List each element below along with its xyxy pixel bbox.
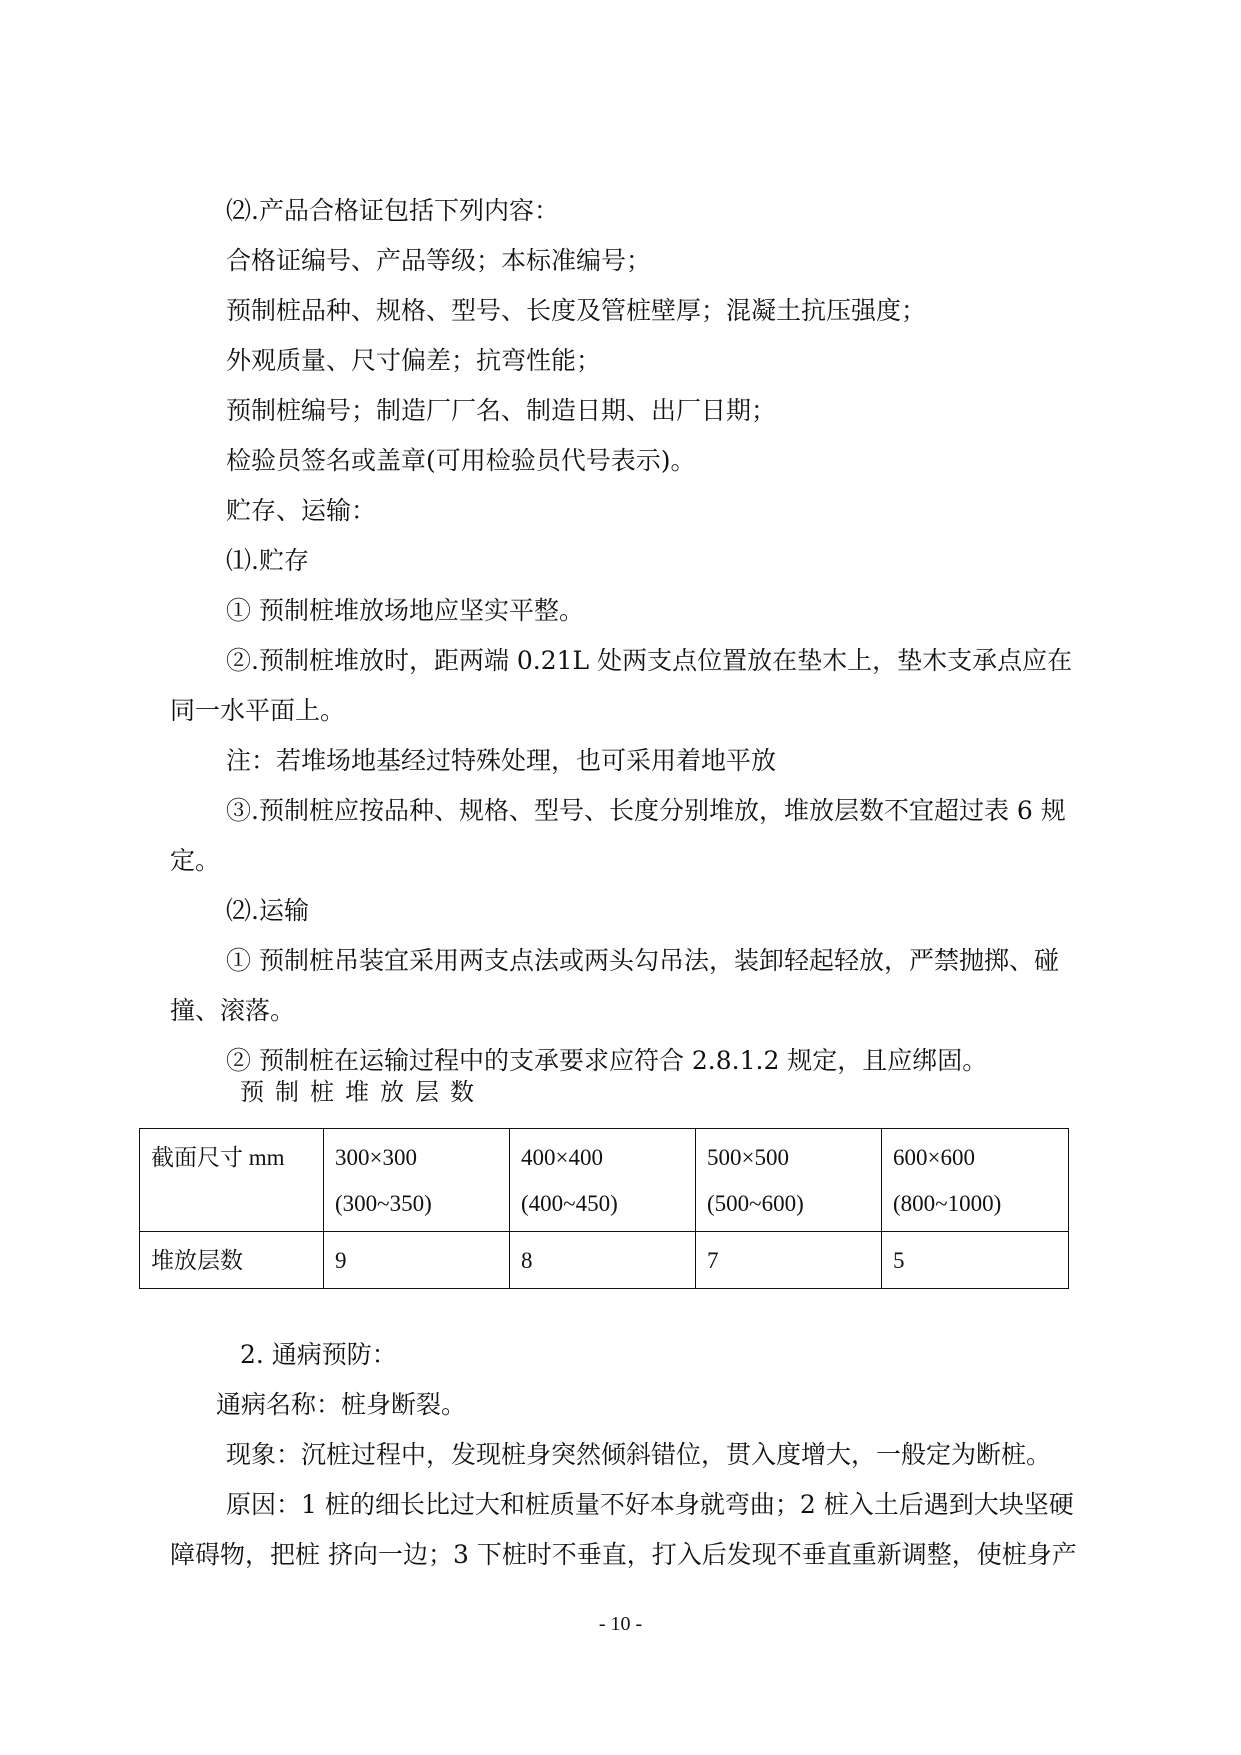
table-cell: [324, 1232, 510, 1289]
cell-text: 600×600: [893, 1145, 975, 1170]
stacking-layers-table: [139, 1128, 1069, 1289]
cell-text: (300~350): [335, 1191, 432, 1216]
transport-item: ① 预制桩吊装宜采用两支点法或两头勾吊法，装卸轻起轻放，严禁抛掷、碰: [226, 946, 1059, 975]
cell-text: 截面尺寸 mm: [151, 1145, 285, 1170]
transport-item: ② 预制桩在运输过程中的支承要求应符合 2.8.1.2 规定，且应绑固。: [226, 1046, 988, 1075]
defect-name: 通病名称：桩身断裂。: [216, 1390, 467, 1419]
storage-note: 注：若堆场地基经过特殊处理，也可采用着地平放: [226, 746, 777, 775]
defect-cause-continued: 障碍物，把桩 挤向一边；3 下桩时不垂直，打入后发现不垂直重新调整，使桩身产: [170, 1540, 1077, 1569]
cell-text: 7: [707, 1248, 719, 1273]
table-cell: [140, 1232, 324, 1289]
cell-text: 400×400: [521, 1145, 603, 1170]
table-header-cell: [510, 1129, 696, 1232]
cell-text: 300×300: [335, 1145, 417, 1170]
storage-item: ① 预制桩堆放场地应坚实平整。: [226, 596, 584, 625]
cell-text: 8: [521, 1248, 533, 1273]
table-cell: [882, 1232, 1069, 1289]
table-cell: [510, 1232, 696, 1289]
table-header-cell: [882, 1129, 1069, 1232]
transport-item-continued: 撞、滚落。: [170, 996, 296, 1025]
cert-item: 预制桩品种、规格、型号、长度及管桩壁厚；混凝土抗压强度；: [226, 296, 927, 325]
storage-subheading: ⑴.贮存: [226, 546, 309, 575]
cert-item: 合格证编号、产品等级；本标准编号；: [226, 246, 652, 275]
cell-text: (400~450): [521, 1191, 618, 1216]
cert-item: 外观质量、尺寸偏差；抗弯性能；: [226, 346, 602, 375]
table-caption: 预制桩堆放层数: [240, 1078, 485, 1106]
cell-text: 500×500: [707, 1145, 789, 1170]
cell-text: 5: [893, 1248, 905, 1273]
table-row: [140, 1232, 1069, 1289]
storage-item: ②.预制桩堆放时，距两端 0.21L 处两支点位置放在垫木上，垫木支承点应在: [226, 646, 1073, 675]
table-header-cell: [140, 1129, 324, 1232]
cert-heading: ⑵.产品合格证包括下列内容：: [226, 196, 559, 225]
storage-item-continued: 定。: [170, 846, 221, 875]
storage-heading: 贮存、运输：: [226, 496, 377, 525]
page-number: - 10 -: [598, 1613, 643, 1635]
cell-text: (500~600): [707, 1191, 804, 1216]
section-heading: 2. 通病预防：: [240, 1340, 397, 1369]
cell-text: 堆放层数: [151, 1248, 243, 1273]
table-row: [140, 1129, 1069, 1232]
cell-text: (800~1000): [893, 1191, 1002, 1216]
storage-item-continued: 同一水平面上。: [170, 696, 346, 725]
defect-cause: 原因：1 桩的细长比过大和桩质量不好本身就弯曲；2 桩入土后遇到大块坚硬: [226, 1490, 1074, 1519]
cert-item: 检验员签名或盖章(可用检验员代号表示)。: [226, 446, 696, 475]
cell-text: 9: [335, 1248, 347, 1273]
cert-item: 预制桩编号；制造厂厂名、制造日期、出厂日期；: [226, 396, 777, 425]
defect-phenomenon: 现象：沉桩过程中，发现桩身突然倾斜错位，贯入度增大，一般定为断桩。: [226, 1440, 1052, 1469]
table-cell: [696, 1232, 882, 1289]
table-header-cell: [324, 1129, 510, 1232]
table-header-cell: [696, 1129, 882, 1232]
transport-subheading: ⑵.运输: [226, 896, 309, 925]
storage-item: ③.预制桩应按品种、规格、型号、长度分别堆放，堆放层数不宜超过表 6 规: [226, 796, 1066, 825]
